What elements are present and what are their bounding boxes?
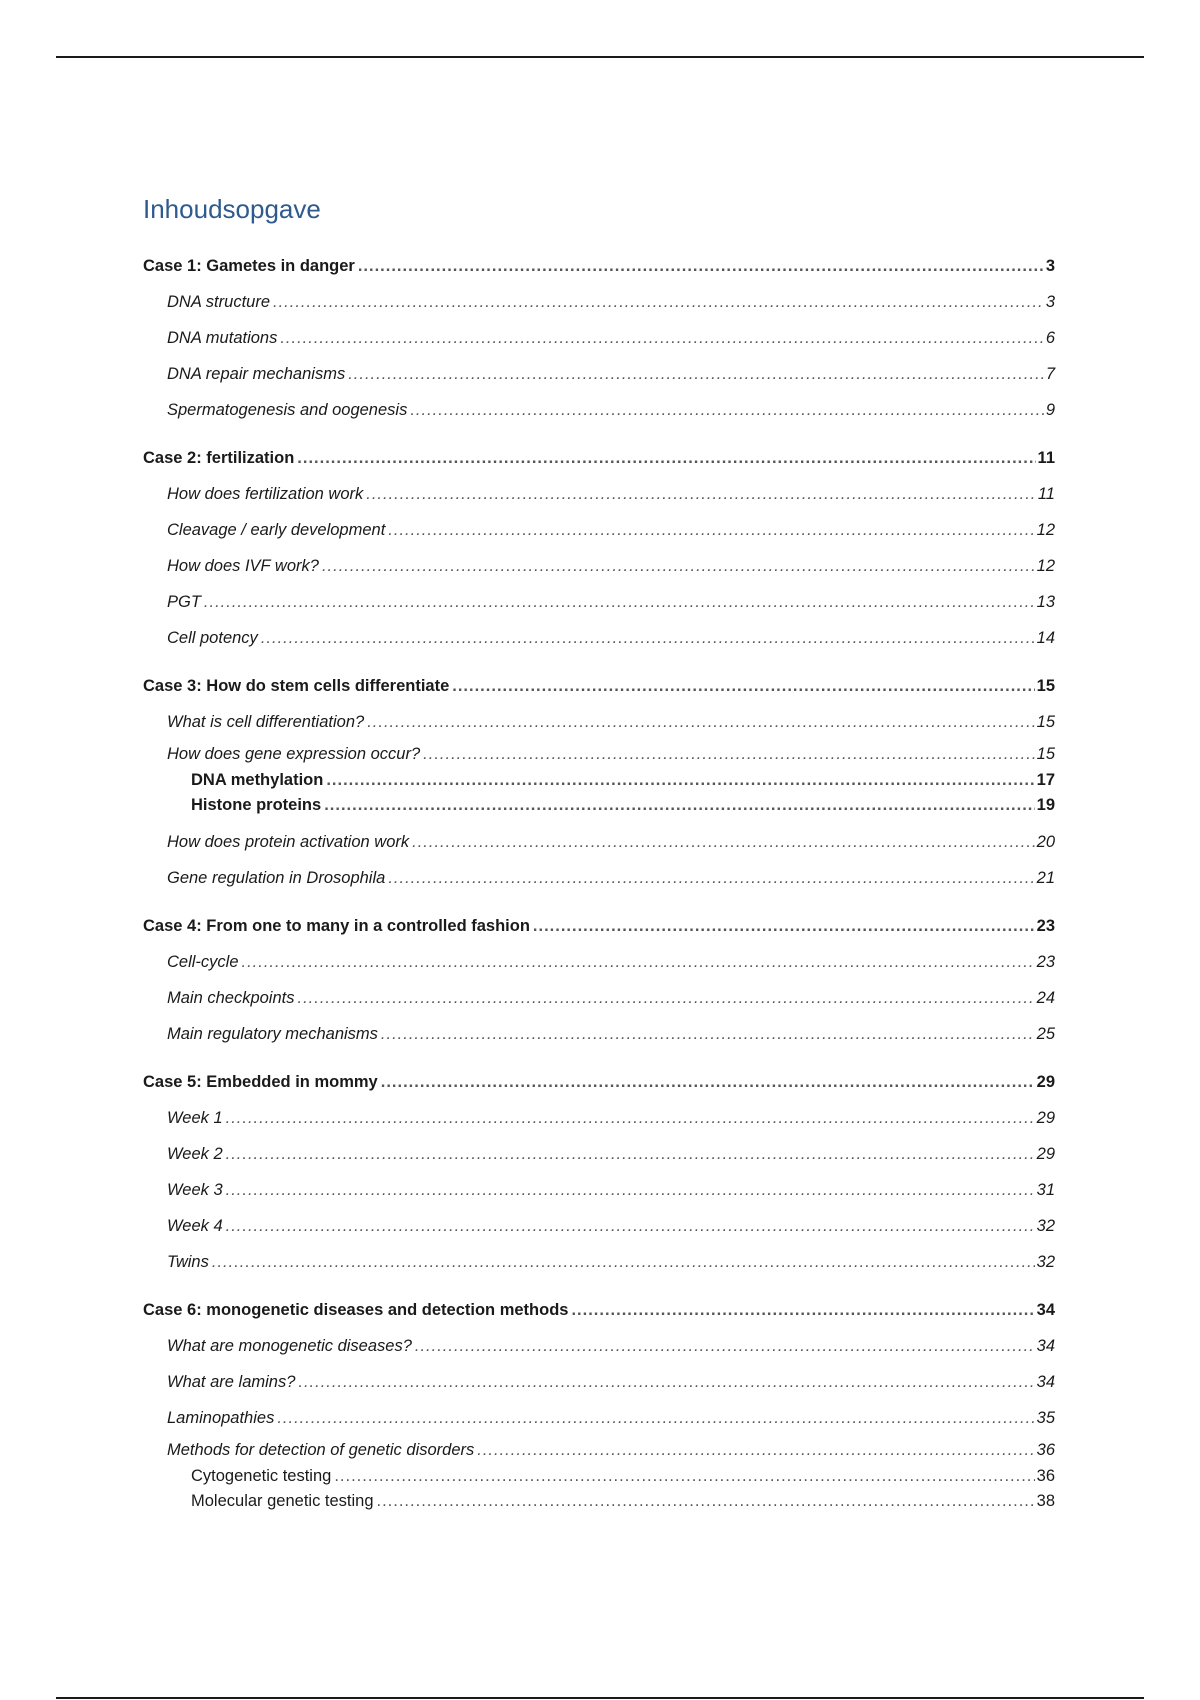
toc-entry-page: 12 (1036, 521, 1055, 539)
toc-entry-label: Case 5: Embedded in mommy (143, 1073, 378, 1091)
toc-entry[interactable] (143, 1292, 1055, 1328)
toc-entry-label: Twins (167, 1253, 209, 1271)
toc-entry[interactable] (143, 1016, 1055, 1052)
toc-entry[interactable] (143, 1136, 1055, 1172)
toc-entry-label: DNA methylation (191, 771, 324, 789)
toc-entry[interactable] (143, 248, 1055, 284)
dot-leader (326, 768, 1034, 793)
toc-entry-label: How does fertilization work (167, 485, 364, 503)
toc-entry-page: 32 (1036, 1217, 1055, 1235)
toc-entry[interactable] (143, 740, 1055, 768)
toc-entry[interactable] (143, 860, 1055, 896)
toc-entry-label: PGT (167, 593, 201, 611)
toc-entry-page: 19 (1036, 796, 1055, 814)
dot-leader (212, 1244, 1035, 1280)
toc-entry-page: 35 (1036, 1409, 1055, 1427)
toc-entry-page: 15 (1036, 745, 1055, 763)
toc-entry-page: 31 (1036, 1181, 1055, 1199)
table-of-contents (143, 192, 1055, 1526)
dot-leader (277, 1400, 1034, 1436)
toc-entry-page: 3 (1045, 293, 1055, 311)
toc-section-case-3 (143, 668, 1055, 896)
toc-entry[interactable] (143, 1489, 1055, 1514)
toc-entry-page: 12 (1036, 557, 1055, 575)
toc-entry-label: Cell potency (167, 629, 258, 647)
toc-entry[interactable] (143, 704, 1055, 740)
toc-section-case-5 (143, 1064, 1055, 1280)
toc-entry[interactable] (143, 440, 1055, 476)
dot-leader (242, 944, 1035, 980)
toc-entry[interactable] (143, 1328, 1055, 1364)
dot-leader (381, 1016, 1035, 1052)
toc-entry[interactable] (143, 1064, 1055, 1100)
toc-entry-label: What are lamins? (167, 1373, 296, 1391)
toc-entry-page: 15 (1036, 677, 1055, 695)
toc-entry-page: 34 (1036, 1301, 1055, 1319)
toc-section-case-6 (143, 1292, 1055, 1514)
dot-leader (226, 1208, 1035, 1244)
toc-entry-label: Gene regulation in Drosophila (167, 869, 386, 887)
toc-entry-label: Week 3 (167, 1181, 223, 1199)
dot-leader (423, 740, 1034, 768)
dot-leader (261, 620, 1035, 656)
toc-entry-label: Week 2 (167, 1145, 223, 1163)
toc-entry[interactable] (143, 356, 1055, 392)
toc-entry-page: 29 (1036, 1073, 1055, 1091)
toc-entry-page: 9 (1045, 401, 1055, 419)
toc-entry-label: Week 4 (167, 1217, 223, 1235)
dot-leader (226, 1100, 1035, 1136)
toc-entry-label: What are monogenetic diseases? (167, 1337, 412, 1355)
toc-entry[interactable] (143, 668, 1055, 704)
toc-entry-label: Cytogenetic testing (191, 1467, 332, 1485)
toc-entry-page: 3 (1045, 257, 1055, 275)
toc-entry-label: Case 1: Gametes in danger (143, 257, 355, 275)
dot-leader (226, 1172, 1035, 1208)
toc-entry[interactable] (143, 476, 1055, 512)
dot-leader (334, 1464, 1034, 1489)
toc-entry[interactable] (143, 392, 1055, 428)
toc-entry-label: How does gene expression occur? (167, 745, 421, 763)
toc-title: Inhoudsopgave (143, 194, 321, 224)
toc-entry[interactable] (143, 1464, 1055, 1489)
toc-entry-page: 13 (1036, 593, 1055, 611)
toc-entry[interactable] (143, 620, 1055, 656)
toc-entry-page: 38 (1036, 1492, 1055, 1510)
toc-entry-label: Main regulatory mechanisms (167, 1025, 378, 1043)
toc-entry-label: Methods for detection of genetic disorders (167, 1441, 475, 1459)
toc-entry-label: Cell-cycle (167, 953, 239, 971)
toc-entry-page: 11 (1037, 485, 1055, 503)
toc-entry-page: 29 (1036, 1109, 1055, 1127)
dot-leader (358, 248, 1044, 284)
toc-entry[interactable] (143, 793, 1055, 818)
dot-leader (377, 1489, 1035, 1514)
dot-leader (298, 1364, 1034, 1400)
toc-entry-page: 6 (1045, 329, 1055, 347)
toc-entry[interactable] (143, 1172, 1055, 1208)
toc-entry[interactable] (143, 512, 1055, 548)
toc-entry-page: 11 (1037, 449, 1055, 467)
toc-entry[interactable] (143, 1436, 1055, 1464)
toc-entry[interactable] (143, 908, 1055, 944)
toc-entry-page: 36 (1036, 1441, 1055, 1459)
toc-entry-label: DNA repair mechanisms (167, 365, 346, 383)
toc-entry-page: 23 (1036, 953, 1055, 971)
dot-leader (348, 356, 1044, 392)
toc-entry-page: 34 (1036, 1337, 1055, 1355)
toc-entry[interactable] (143, 1208, 1055, 1244)
dot-leader (226, 1136, 1035, 1172)
dot-leader (381, 1064, 1035, 1100)
toc-entry-label: Cleavage / early development (167, 521, 386, 539)
toc-entry-page: 15 (1036, 713, 1055, 731)
toc-entry-label: Case 2: fertilization (143, 449, 295, 467)
dot-leader (477, 1436, 1034, 1464)
toc-entry[interactable] (143, 1400, 1055, 1436)
toc-entry-page: 24 (1036, 989, 1055, 1007)
toc-entry-label: Case 3: How do stem cells differentiate (143, 677, 450, 695)
dot-leader (204, 584, 1035, 620)
toc-entry-label: Case 6: monogenetic diseases and detection methods (143, 1301, 569, 1319)
toc-entry[interactable] (143, 320, 1055, 356)
toc-entry[interactable] (143, 548, 1055, 584)
footer-rule (56, 1697, 1144, 1699)
dot-leader (412, 824, 1035, 860)
toc-entry-page: 29 (1036, 1145, 1055, 1163)
toc-entry-label: Week 1 (167, 1109, 223, 1127)
toc-entry-label: DNA mutations (167, 329, 278, 347)
toc-entry[interactable] (143, 1100, 1055, 1136)
toc-entry-page: 32 (1036, 1253, 1055, 1271)
dot-leader (415, 1328, 1035, 1364)
toc-entry-label: DNA structure (167, 293, 270, 311)
toc-section-case-4 (143, 908, 1055, 1052)
dot-leader (297, 980, 1034, 1016)
toc-entry[interactable] (143, 284, 1055, 320)
dot-leader (452, 668, 1034, 704)
dot-leader (571, 1292, 1034, 1328)
dot-leader (388, 860, 1034, 896)
toc-entry-label: Laminopathies (167, 1409, 275, 1427)
toc-entry-page: 23 (1036, 917, 1055, 935)
toc-entry-label: How does protein activation work (167, 833, 410, 851)
toc-entry[interactable] (143, 584, 1055, 620)
toc-entry-page: 17 (1036, 771, 1055, 789)
toc-entry-page: 25 (1036, 1025, 1055, 1043)
dot-leader (324, 793, 1034, 818)
toc-entry-page: 36 (1036, 1467, 1055, 1485)
toc-entry-label: Molecular genetic testing (191, 1492, 374, 1510)
toc-entry[interactable] (143, 1244, 1055, 1280)
toc-entry-label: What is cell differentiation? (167, 713, 365, 731)
dot-leader (533, 908, 1035, 944)
toc-entry-page: 20 (1036, 833, 1055, 851)
toc-entry-label: Spermatogenesis and oogenesis (167, 401, 408, 419)
toc-entry[interactable] (143, 980, 1055, 1016)
toc-entry[interactable] (143, 768, 1055, 793)
dot-leader (297, 440, 1035, 476)
dot-leader (322, 548, 1035, 584)
toc-entry[interactable] (143, 944, 1055, 980)
dot-leader (273, 284, 1044, 320)
dot-leader (410, 392, 1043, 428)
toc-entry[interactable] (143, 824, 1055, 860)
toc-entry-page: 21 (1036, 869, 1055, 887)
dot-leader (366, 476, 1036, 512)
toc-entry-page: 34 (1036, 1373, 1055, 1391)
dot-leader (367, 704, 1034, 740)
toc-entry-label: Case 4: From one to many in a controlled fashion (143, 917, 530, 935)
dot-leader (388, 512, 1034, 548)
toc-entry-page: 7 (1045, 365, 1055, 383)
header-rule (56, 56, 1144, 58)
toc-entry-label: Main checkpoints (167, 989, 295, 1007)
toc-entry-page: 14 (1036, 629, 1055, 647)
toc-section-case-1 (143, 248, 1055, 428)
toc-section-case-2 (143, 440, 1055, 656)
toc-entry[interactable] (143, 1364, 1055, 1400)
toc-entry-label: How does IVF work? (167, 557, 319, 575)
toc-entry-label: Histone proteins (191, 796, 322, 814)
dot-leader (280, 320, 1043, 356)
